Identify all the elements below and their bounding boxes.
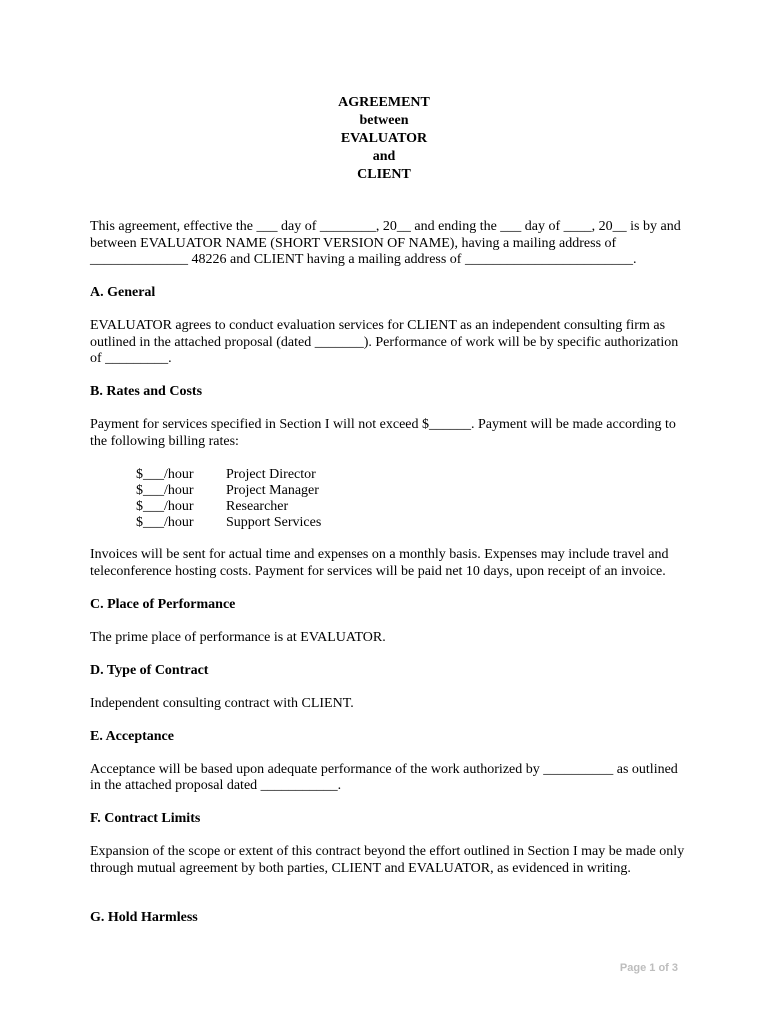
section-d-heading: D. Type of Contract xyxy=(90,662,209,678)
section-b-invoices: Invoices will be sent for actual time and expenses on a monthly basis. Expenses may include travel and teleconference hosting costs. Payment for services will be paid net 10 days, upon receipt of an invoice. xyxy=(90,547,669,579)
section-d-body: Independent consulting contract with CLIENT. xyxy=(90,695,354,711)
billing-rate-role: Project Director xyxy=(226,466,316,482)
section-b-body: Payment for services specified in Section I will not exceed $______. Payment will be made according to the following billing rates: xyxy=(90,417,676,449)
billing-rate-role: Support Services xyxy=(226,514,322,530)
billing-rates-list xyxy=(136,467,690,531)
billing-rate-role: Project Manager xyxy=(226,482,319,498)
billing-rate-value: $___/hour xyxy=(136,498,194,514)
billing-rate-row xyxy=(136,483,690,499)
section-a-body: EVALUATOR agrees to conduct evaluation services for CLIENT as an independent consulting firm as outlined in the attached proposal (dated _______). Performance of work will be by specific authorization of _________. xyxy=(90,318,679,366)
billing-rate-value: $___/hour xyxy=(136,466,194,482)
billing-rate-row xyxy=(136,515,690,531)
section-b-heading: B. Rates and Costs xyxy=(90,384,203,399)
section-spacer xyxy=(90,894,690,910)
section-c-body: The prime place of performance is at EVALUATOR. xyxy=(90,629,386,645)
document-body xyxy=(90,219,690,943)
billing-rate-value: $___/hour xyxy=(136,514,194,530)
section-a-heading: A. General xyxy=(90,285,156,300)
billing-rate-value: $___/hour xyxy=(136,482,194,498)
title-line-agreement: AGREEMENT xyxy=(338,95,430,110)
billing-rate-role: Researcher xyxy=(226,498,289,514)
page-number: Page 1 of 3 xyxy=(619,962,678,974)
title-line-evaluator: EVALUATOR xyxy=(340,131,428,146)
section-f-body: Expansion of the scope or extent of this contract beyond the effort outlined in Section I may be made only through mutual agreement by both parties, CLIENT and EVALUATOR, as evidenced in writing. xyxy=(90,844,685,876)
section-c-heading: C. Place of Performance xyxy=(90,596,236,612)
title-line-and: and xyxy=(372,149,396,164)
intro-paragraph: This agreement, effective the ___ day of ________, 20__ and ending the ___ day of ____, 20__ is by and between EVALUATOR NAME (SHORT VERSION OF NAME), having a mailing address of ______________ 48226 and CLIENT having a mailing address of ________________________. xyxy=(90,219,681,267)
document-title xyxy=(0,94,768,184)
section-f-heading: F. Contract Limits xyxy=(90,811,201,826)
title-line-client: CLIENT xyxy=(357,167,411,182)
section-g-heading: G. Hold Harmless xyxy=(90,909,198,925)
title-line-between: between xyxy=(359,113,409,128)
billing-rate-row xyxy=(136,499,690,515)
section-e-heading: E. Acceptance xyxy=(90,728,174,744)
section-e-body: Acceptance will be based upon adequate performance of the work authorized by __________ as outlined in the attached proposal dated ___________. xyxy=(90,761,678,793)
billing-rate-row xyxy=(136,467,690,483)
